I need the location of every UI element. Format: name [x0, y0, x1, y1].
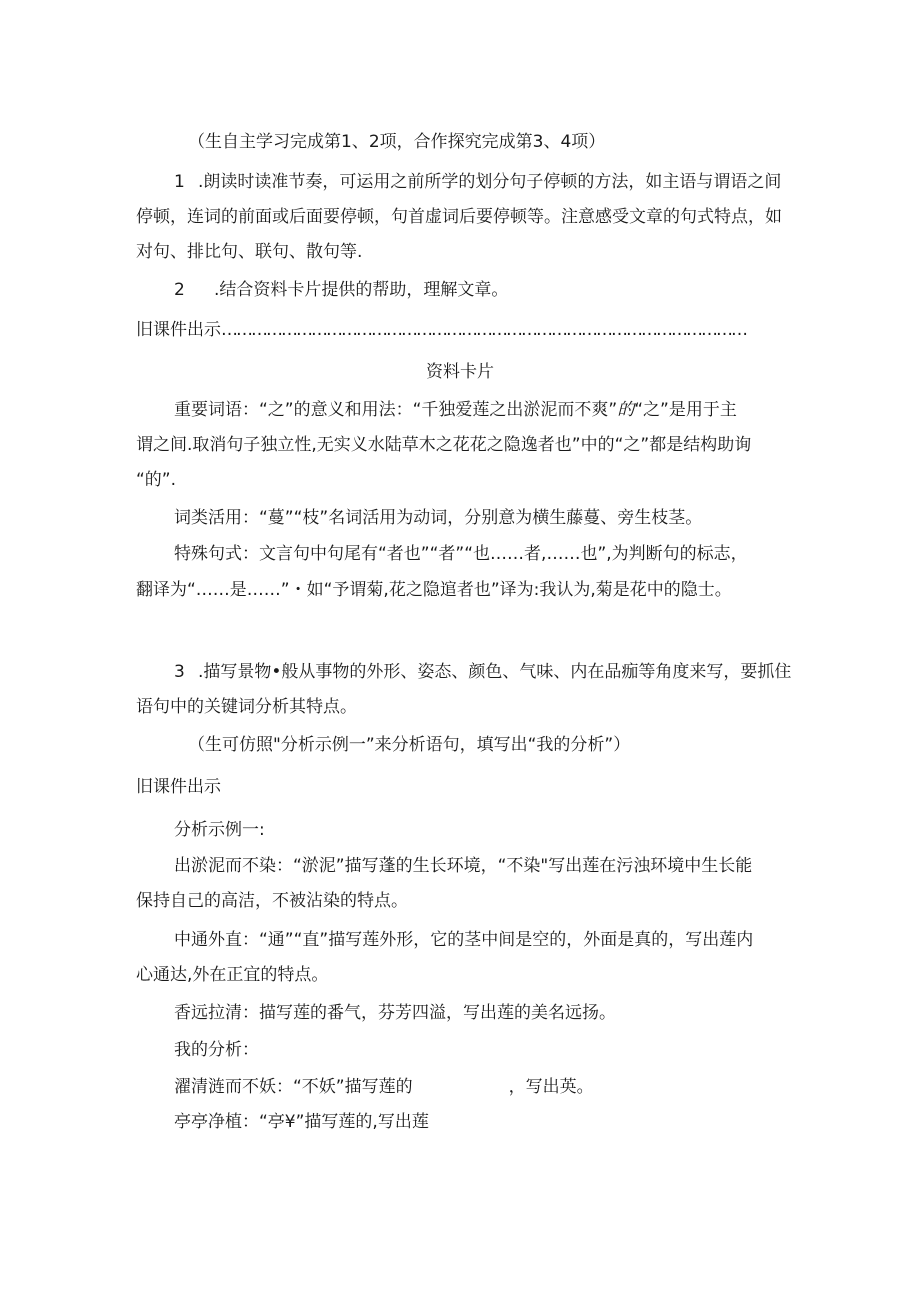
item3-line1: .描写景物•般从事物的外形、姿态、颜色、气味、内在品痂等角度来写，要抓住	[198, 662, 792, 682]
card-words-line3: “的”.	[136, 470, 177, 490]
analysis-heading: 分析示例一:	[174, 820, 265, 840]
courseware-label-1	[136, 318, 746, 342]
card-words-line1-b: 的	[617, 400, 635, 420]
item1-line1: .朗读时读准节奏，可运用之前所学的划分句子停顿的方法，如主语与谓语之间	[198, 172, 782, 192]
item1-line2: 停顿，连词的前面或后面要停顿，句首虚词后要停顿等。注意感受文章的句式特点，如	[136, 207, 782, 227]
item3-number: 3	[174, 662, 185, 682]
item1-line3: 对句、排比句、联句、散句等.	[136, 242, 363, 262]
card-special-line1: 特殊句式：文言句中句尾有“者也”“者”“也……者,……也”,为判断句的标志，	[174, 544, 748, 564]
my-analysis-heading: 我的分析：	[174, 1040, 259, 1060]
analysis-ex3: 香远拉清：描写莲的番气，芬芳四溢，写出莲的美名远扬。	[174, 1003, 616, 1023]
item2-text: .结合资料卡片提供的帮助，理解文章。	[214, 280, 509, 300]
item2-number: 2	[174, 280, 185, 300]
courseware-dots: ……………………………………………………………………………………………	[221, 320, 746, 340]
item3-line2: 语句中的关键词分析其特点。	[136, 697, 357, 717]
analysis-ex2-line1: 中通外直：“通”“直”描写莲外形，它的茎中间是空的，外面是真的，写出莲内	[174, 930, 754, 950]
courseware-label-2: 旧课件出示	[136, 777, 221, 797]
my-analysis-item1	[174, 1075, 594, 1099]
analysis-ex2-line2: 心通达,外在正宜的特点。	[136, 965, 329, 985]
card-words-line1-c: “之”是用于主	[634, 400, 737, 420]
analysis-ex1-line1: 出淤泥而不染：“淤泥”描写蓬的生长环境，“不染"写出莲在污浊环境中生长能	[174, 856, 753, 876]
item1-number: 1	[174, 172, 185, 192]
my-analysis-item1-b: ，写出英。	[508, 1077, 594, 1097]
card-word-class: 词类活用：“蔓”“枝”名词活用为动词，分别意为横生藤蔓、旁生枝茎。	[174, 508, 703, 528]
courseware-label-text: 旧课件出示	[136, 320, 221, 340]
card-title: 资料卡片	[426, 362, 494, 382]
analysis-ex1-line2: 保持自己的高洁，不被沾染的特点。	[136, 891, 408, 911]
item3-note: （生可仿照"分析示例一”来分析语句，填写出“我的分析”）	[188, 735, 631, 755]
my-analysis-item1-a: 濯清涟而不妖：“不妖”描写莲的	[174, 1077, 413, 1097]
card-words-line1-a: 重要词语：“之”的意义和用法：“千独爱莲之出淤泥而不爽”	[174, 400, 618, 420]
card-special-line2: 翻译为“……是……”・如“予谓菊,花之隐逭者也”译为:我认为,菊是花中的隐士。	[136, 580, 732, 600]
card-words-line1	[174, 398, 737, 422]
intro-note: （生自主学习完成第1、2项，合作探究完成第3、4项）	[188, 132, 606, 152]
card-words-line2: 谓之间.取消句子独立性,无实义水陆草木之花花之隐逸者也”中的“之”都是结构助询	[136, 435, 752, 455]
my-analysis-item2: 亭亭净植：“亭¥”描写莲的,写出莲	[174, 1112, 429, 1132]
